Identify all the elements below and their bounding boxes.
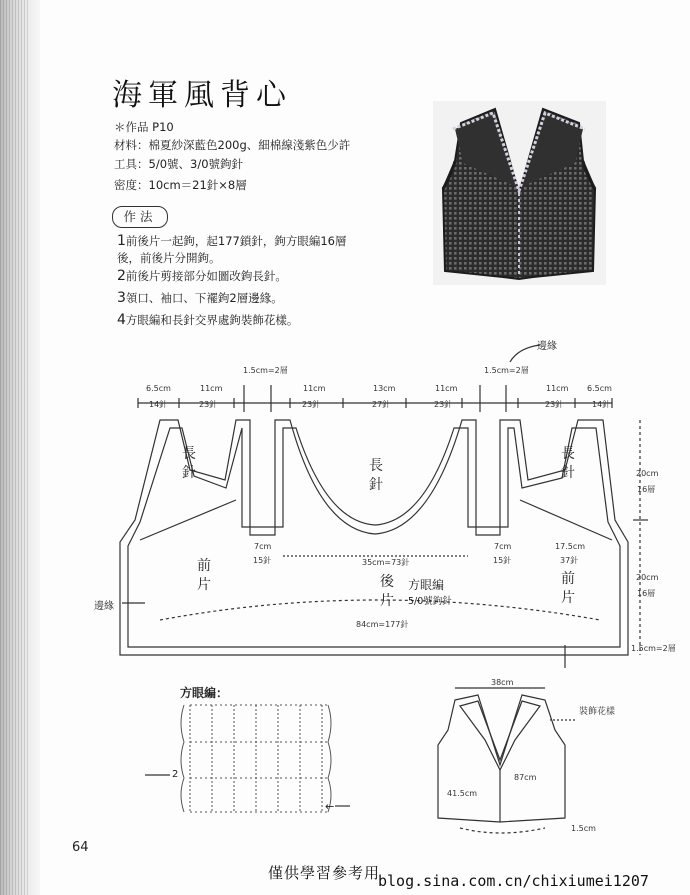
page-title: 海軍風背心: [112, 78, 292, 113]
dim-13-st: 27針: [372, 400, 391, 409]
dim-arm-left-st: 15針: [253, 556, 272, 565]
watermark: 僅供學習參考用: [268, 864, 381, 882]
dim-11a-st: 23針: [199, 400, 218, 409]
dc-left-label: 長 針: [182, 446, 196, 481]
dc-right-label: 長 針: [561, 446, 575, 481]
dim-hem: 1.5cm=2層: [631, 644, 676, 653]
front-left-label: 前 片: [197, 558, 211, 593]
row-marker-arrow: ←: [325, 800, 335, 813]
step-1: 1前後片一起鉤，起177鎖針，鉤方眼編16層: [117, 233, 347, 249]
dim-edge-right: 6.5cm: [587, 384, 612, 393]
front-right-label: 前 片: [561, 571, 575, 606]
dim-11c-st: 23針: [434, 400, 453, 409]
dim-11b-st: 23針: [302, 400, 321, 409]
dim-11d-st: 23針: [545, 400, 564, 409]
vest-outline: [438, 688, 575, 833]
dim-front-right-st: 37針: [560, 556, 579, 565]
step-4: 4方眼編和長針交界處鉤裝飾花樣。: [117, 312, 299, 328]
vest-width: 38cm: [491, 678, 514, 687]
step-3: 3領口、袖口、下襬鉤2層邊緣。: [117, 290, 283, 306]
vest-length: 41.5cm: [447, 789, 478, 798]
mesh-label: 方眼編: [408, 578, 445, 592]
dim-arm-right: 7cm: [494, 542, 512, 551]
dim-edge-left: 6.5cm: [146, 384, 171, 393]
dim-neck: 35cm=73針: [362, 558, 410, 567]
work-ref: ＊作品 P10: [114, 120, 174, 134]
dim-total: 84cm=177針: [356, 620, 409, 629]
dim-h20b: 20cm: [636, 573, 659, 582]
dim-11a: 11cm: [200, 384, 223, 393]
gauge: 密度：10cm＝21針×8層: [114, 178, 247, 192]
step-2: 2前後片剪接部分如圖改鉤長針。: [117, 268, 287, 284]
dim-arm-right-st: 15針: [493, 556, 512, 565]
method-label: 作法: [112, 206, 168, 228]
dim-arm-left: 7cm: [254, 542, 272, 551]
dim-h20b-rows: 16層: [637, 589, 656, 598]
tools: 工具：5/0號、3/0號鉤針: [114, 157, 244, 171]
hook-label: 5/0號鉤針: [408, 596, 452, 607]
dim-edge-left-st: 14針: [149, 400, 168, 409]
materials: 材料：棉夏紗深藍色200g、細棉線淺紫色少許: [114, 138, 351, 152]
page-number: 64: [72, 840, 89, 855]
back-label: 後 片: [380, 574, 394, 609]
dim-shoulder-b: 1.5cm=2層: [484, 366, 529, 375]
dim-11d: 11cm: [546, 384, 569, 393]
dim-11c: 11cm: [435, 384, 458, 393]
mesh-chart: [181, 705, 331, 812]
vest-hem: 87cm: [514, 773, 537, 782]
dim-edge-right-st: 14針: [592, 400, 611, 409]
dim-h20a: 20cm: [636, 469, 659, 478]
dc-mid-label: 長 針: [369, 458, 383, 493]
dim-13: 13cm: [373, 384, 396, 393]
dim-front-right: 17.5cm: [555, 542, 586, 551]
dim-h20a-rows: 16層: [637, 485, 656, 494]
row-marker-2: 2: [172, 769, 179, 780]
blog-url: blog.sina.com.cn/chixiumei1207: [378, 872, 649, 890]
step-1-cont: 後，前後片分開鉤。: [117, 251, 221, 265]
dim-11b: 11cm: [303, 384, 326, 393]
lattice-title: 方眼編：: [180, 686, 229, 700]
edging-top-label: 邊緣: [537, 341, 557, 352]
vest-edge: 1.5cm: [571, 824, 596, 833]
dim-shoulder-a: 1.5cm=2層: [243, 366, 288, 375]
vest-deco: 裝飾花樣: [579, 707, 616, 717]
edging-left-label: 邊緣: [94, 601, 114, 612]
